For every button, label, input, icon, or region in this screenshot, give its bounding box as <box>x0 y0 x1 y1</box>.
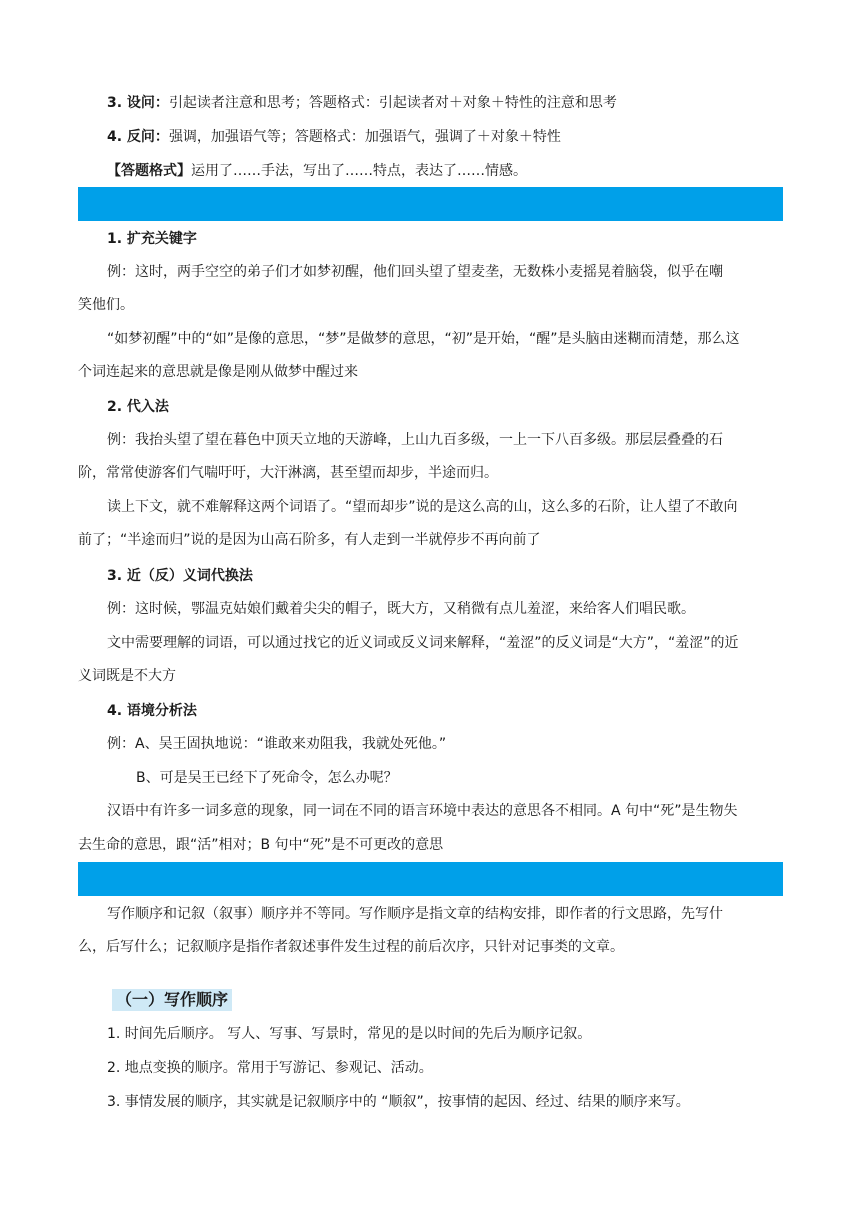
intro-line: 写作顺序和记叙（叙事）顺序并不等同。写作顺序是指文章的结构安排，即作者的行文思路，先写什 <box>107 906 723 922</box>
example-line: 例：这时候，鄂温克姑娘们戴着尖尖的帽子，既大方，又稍微有点儿羞涩，来给客人们唱民歌。 <box>107 601 695 617</box>
explanation-line: 前了；“半途而归”说的是因为山高石阶多，有人走到一半就停步不再向前了 <box>78 532 541 548</box>
item-text: 引起读者注意和思考；答题格式：引起读者对＋对象＋特性的注意和思考 <box>168 95 617 111</box>
method-heading-4: 4. 语境分析法 <box>107 703 197 719</box>
item-text: 强调，加强语气等；答题格式：加强语气，强调了＋对象＋特性 <box>168 129 561 145</box>
example-line: 例：A、吴王固执地说：“谁敢来劝阻我，我就处死他。” <box>107 736 447 752</box>
example-line: 阶，常常使游客们气喘吁吁，大汗淋漓，甚至望而却步，半途而归。 <box>78 465 498 481</box>
intro-line: 么，后写什么；记叙顺序是指作者叙述事件发生过程的前后次序，只针对记事类的文章。 <box>78 939 624 955</box>
example-line: 例：我抬头望了望在暮色中顶天立地的天游峰，上山九百多级，一上一下八百多级。那层层叠叠的石 <box>107 432 723 448</box>
item-label: 3. 设问： <box>107 95 169 111</box>
rhetoric-item-3 <box>107 93 813 113</box>
answer-format <box>107 161 813 181</box>
explanation-line: 读上下文，就不难解释这两个词语了。“望而却步”说的是这么高的山，这么多的石阶，让人望了不敢向 <box>107 499 738 515</box>
example-line: 例：这时，两手空空的弟子们才如梦初醒，他们回头望了望麦垄，无数株小麦摇晃着脑袋，似乎在嘲 <box>107 264 723 280</box>
subheading-writing-order: （一）写作顺序 <box>112 989 232 1011</box>
method-heading-1: 1. 扩充关键字 <box>107 231 197 247</box>
rhetoric-item-4 <box>107 127 813 147</box>
format-text: 运用了……手法，写出了……特点，表达了……情感。 <box>191 163 527 179</box>
explanation-line: “如梦初醒”中的“如”是像的意思，“梦”是做梦的意思，“初”是开始，“醒”是头脑由迷糊而清楚，那么这 <box>107 331 740 347</box>
section-bar <box>78 187 783 221</box>
format-label: 【答题格式】 <box>107 163 191 179</box>
explanation-line: 文中需要理解的词语，可以通过找它的近义词或反义词来解释，“羞涩”的反义词是“大方”，“羞涩”的近 <box>107 635 739 651</box>
section-bar <box>78 862 783 896</box>
order-item-1: 1. 时间先后顺序。 写人、写事、写景时，常见的是以时间的先后为顺序记叙。 <box>107 1026 592 1042</box>
example-line: B、可是吴王已经下了死命令，怎么办呢？ <box>136 770 398 786</box>
explanation-line: 去生命的意思，跟“活”相对；B 句中“死”是不可更改的意思 <box>78 837 444 853</box>
order-item-3: 3. 事情发展的顺序，其实就是记叙顺序中的 “顺叙”，按事情的起因、经过、结果的顺序来写。 <box>107 1094 690 1110</box>
order-item-2: 2. 地点变换的顺序。常用于写游记、参观记、活动。 <box>107 1060 433 1076</box>
method-heading-3: 3. 近（反）义词代换法 <box>107 568 253 584</box>
method-heading-2: 2. 代入法 <box>107 399 169 415</box>
explanation-line: 个词连起来的意思就是像是刚从做梦中醒过来 <box>78 364 358 380</box>
explanation-line: 汉语中有许多一词多意的现象，同一词在不同的语言环境中表达的意思各不相同。A 句中“死”是生物失 <box>107 803 738 819</box>
item-label: 4. 反问： <box>107 129 169 145</box>
example-line: 笑他们。 <box>78 297 134 313</box>
explanation-line: 义词既是不大方 <box>78 668 176 684</box>
